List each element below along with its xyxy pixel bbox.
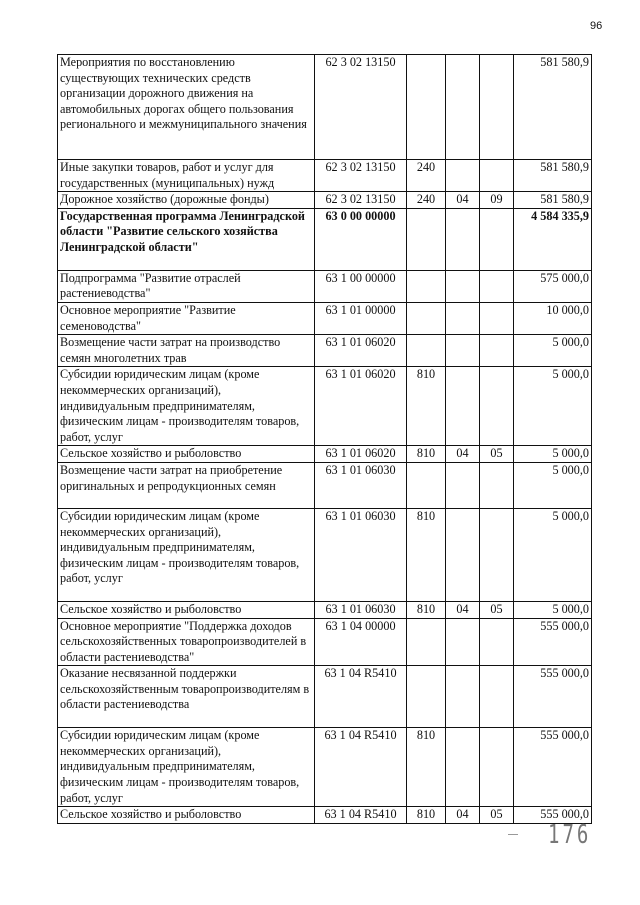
row-csr: 62 3 02 13150 (315, 160, 407, 192)
row-name: Субсидии юридическим лицам (кроме некоммерческих организаций), индивидуальным предпринимателям, физическим лицам - производителям товаров, работ, услуг (58, 508, 315, 601)
sheet-stamp-number: 176 (548, 820, 592, 850)
row-section (446, 508, 480, 601)
row-section (446, 462, 480, 508)
row-section: 04 (446, 446, 480, 463)
row-amount: 555 000,0 (514, 618, 592, 666)
row-amount: 555 000,0 (514, 728, 592, 807)
row-subsection (480, 508, 514, 601)
row-name: Оказание несвязанной поддержки сельскохозяйственным товаропроизводителям в области растениеводства (58, 666, 315, 728)
row-subsection (480, 728, 514, 807)
table-row (58, 270, 592, 302)
row-section: 04 (446, 601, 480, 618)
row-amount: 5 000,0 (514, 508, 592, 601)
row-csr: 63 1 01 06020 (315, 446, 407, 463)
row-csr: 62 3 02 13150 (315, 55, 407, 160)
row-name: Подпрограмма "Развитие отраслей растениеводства" (58, 270, 315, 302)
row-expense-type: 810 (407, 446, 446, 463)
row-expense-type: 810 (407, 508, 446, 601)
table-row (58, 462, 592, 508)
table-row (58, 208, 592, 270)
row-amount: 4 584 335,9 (514, 208, 592, 270)
row-csr: 63 1 04 R5410 (315, 728, 407, 807)
row-amount: 5 000,0 (514, 601, 592, 618)
row-expense-type: 240 (407, 160, 446, 192)
row-amount: 555 000,0 (514, 807, 592, 824)
budget-table-body (58, 55, 592, 824)
row-subsection (480, 367, 514, 446)
row-amount: 5 000,0 (514, 462, 592, 508)
row-subsection (480, 335, 514, 367)
row-subsection (480, 666, 514, 728)
row-subsection: 09 (480, 192, 514, 209)
table-row (58, 302, 592, 334)
row-amount: 581 580,9 (514, 55, 592, 160)
row-expense-type (407, 208, 446, 270)
row-name: Возмещение части затрат на приобретение оригинальных и репродукционных семян (58, 462, 315, 508)
row-subsection (480, 208, 514, 270)
row-subsection (480, 618, 514, 666)
table-row (58, 508, 592, 601)
table-row (58, 160, 592, 192)
row-section (446, 208, 480, 270)
row-section: 04 (446, 192, 480, 209)
row-name: Иные закупки товаров, работ и услуг для государственных (муниципальных) нужд (58, 160, 315, 192)
table-row (58, 601, 592, 618)
budget-table (57, 54, 592, 824)
row-name: Субсидии юридическим лицам (кроме некоммерческих организаций), индивидуальным предпринимателям, физическим лицам - производителям товаров, работ, услуг (58, 367, 315, 446)
row-expense-type (407, 335, 446, 367)
row-csr: 63 1 01 06020 (315, 335, 407, 367)
table-row (58, 192, 592, 209)
row-section (446, 302, 480, 334)
row-csr: 63 1 01 06030 (315, 462, 407, 508)
row-section (446, 270, 480, 302)
table-row (58, 446, 592, 463)
row-amount: 581 580,9 (514, 160, 592, 192)
row-section (446, 618, 480, 666)
row-subsection: 05 (480, 446, 514, 463)
table-row (58, 55, 592, 160)
row-amount: 581 580,9 (514, 192, 592, 209)
row-csr: 63 1 04 00000 (315, 618, 407, 666)
row-csr: 63 1 00 00000 (315, 270, 407, 302)
row-section (446, 728, 480, 807)
row-subsection (480, 302, 514, 334)
row-amount: 555 000,0 (514, 666, 592, 728)
table-row (58, 335, 592, 367)
row-expense-type: 810 (407, 728, 446, 807)
row-csr: 62 3 02 13150 (315, 192, 407, 209)
row-section (446, 666, 480, 728)
row-expense-type (407, 270, 446, 302)
row-csr: 63 1 01 06020 (315, 367, 407, 446)
row-amount: 575 000,0 (514, 270, 592, 302)
row-csr: 63 1 01 06030 (315, 508, 407, 601)
row-expense-type (407, 666, 446, 728)
row-amount: 5 000,0 (514, 446, 592, 463)
row-name: Основное мероприятие "Развитие семеноводства" (58, 302, 315, 334)
row-subsection (480, 160, 514, 192)
row-expense-type: 240 (407, 192, 446, 209)
row-subsection (480, 270, 514, 302)
row-csr: 63 1 01 06030 (315, 601, 407, 618)
page-number: 96 (590, 20, 603, 32)
row-subsection (480, 55, 514, 160)
row-expense-type (407, 462, 446, 508)
row-section: 04 (446, 807, 480, 824)
row-expense-type: 810 (407, 807, 446, 824)
row-expense-type (407, 55, 446, 160)
row-name: Государственная программа Ленинградской области "Развитие сельского хозяйства Ленинградской области" (58, 208, 315, 270)
row-section (446, 335, 480, 367)
table-row (58, 666, 592, 728)
row-section (446, 55, 480, 160)
row-subsection: 05 (480, 601, 514, 618)
table-row (58, 807, 592, 824)
row-csr: 63 1 01 00000 (315, 302, 407, 334)
row-expense-type (407, 618, 446, 666)
row-name: Основное мероприятие "Поддержка доходов сельскохозяйственных товаропроизводителей в области растениеводства" (58, 618, 315, 666)
stamp-dash (508, 834, 518, 835)
row-name: Возмещение части затрат на производство семян многолетних трав (58, 335, 315, 367)
row-csr: 63 0 00 00000 (315, 208, 407, 270)
row-amount: 5 000,0 (514, 335, 592, 367)
table-row (58, 728, 592, 807)
row-amount: 5 000,0 (514, 367, 592, 446)
row-csr: 63 1 04 R5410 (315, 807, 407, 824)
row-section (446, 160, 480, 192)
row-name: Сельское хозяйство и рыболовство (58, 601, 315, 618)
row-expense-type (407, 302, 446, 334)
row-name: Субсидии юридическим лицам (кроме некоммерческих организаций), индивидуальным предпринимателям, физическим лицам - производителям товаров, работ, услуг (58, 728, 315, 807)
row-subsection (480, 462, 514, 508)
row-amount: 10 000,0 (514, 302, 592, 334)
row-name: Сельское хозяйство и рыболовство (58, 446, 315, 463)
row-name: Мероприятия по восстановлению существующих технических средств организации дорожного движения на автомобильных дорогах общего пользования регионального и межмуниципального значения (58, 55, 315, 160)
row-subsection: 05 (480, 807, 514, 824)
row-name: Сельское хозяйство и рыболовство (58, 807, 315, 824)
table-row (58, 618, 592, 666)
table-row (58, 367, 592, 446)
row-expense-type: 810 (407, 367, 446, 446)
row-name: Дорожное хозяйство (дорожные фонды) (58, 192, 315, 209)
row-csr: 63 1 04 R5410 (315, 666, 407, 728)
row-expense-type: 810 (407, 601, 446, 618)
row-section (446, 367, 480, 446)
